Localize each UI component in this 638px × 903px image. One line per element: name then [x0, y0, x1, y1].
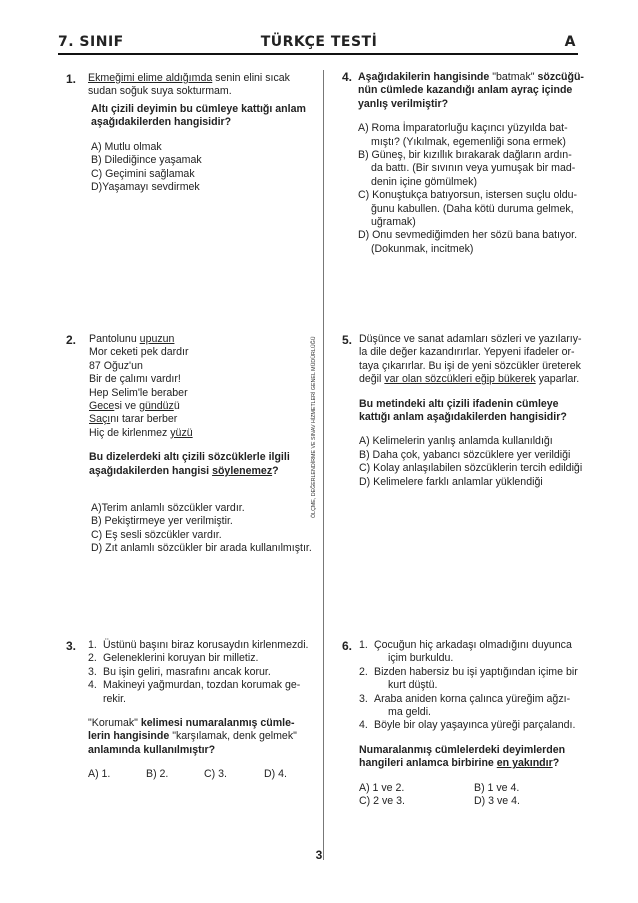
- question-6: 1. Çocuğun hiç arkadaşı olmadığını duyunca içim burkuldu. 2. Bizden habersiz bu işi yaptığından içime bir kurt düştü. 3. Araba aniden korna çalınca yüreğim ağzı- ma geldi. 4. Böyle bir olay yaşayınca yüreği parçalandı. Numaralanmış cümlelerdeki deyimlerden hangileri anlamca birbirine en yakındır? A) 1 ve 2. B) 1 ve 4. C) 2 ve 3. D) 3 ve 4.: [359, 639, 578, 808]
- q4-option-c[interactable]: C) Konuştukça batıyorsun, istersen suçlu oldu- ğunu kabullen. (Daha kötü duruma gelmek, uğramak): [358, 189, 578, 229]
- booklet-type: A: [564, 34, 576, 50]
- q3-number: 3.: [66, 639, 77, 653]
- q2-options: [91, 502, 316, 556]
- q5-option-b[interactable]: B) Daha çok, yabancı sözcüklere yer verildiği: [359, 448, 571, 461]
- page-number: 3: [315, 848, 323, 862]
- header-rule: [58, 53, 578, 55]
- question-3: 1. Üstünü başını biraz korusaydın kirlenmezdi. 2. Geleneklerini koruyan bir milletiz. 3. Bu işin geliri, masrafını ancak korur. 4. Makineyi yağmurdan, tozdan korumak ge- rekir. "Korumak" kelimesi numaralanmış cümle- lerin hangisinde "karşılamak, denk gelmek" anlamında kullanılmıştır? A) 1. B) 2. C) 3. D) 4.: [88, 639, 309, 781]
- q1-idiom: Ekmeğimi elime aldığımda: [88, 72, 213, 84]
- q4-option-d[interactable]: D) Onu sevmediğimden her sözü bana batıyor. (Dokunmak, incitmek): [358, 229, 578, 255]
- q3-option-a[interactable]: A) 1.: [88, 768, 111, 781]
- q6-option-b[interactable]: B) 1 ve 4.: [474, 781, 520, 794]
- q3-option-c[interactable]: C) 3.: [204, 768, 227, 781]
- q4-option-b[interactable]: B) Güneş, bir kızıllık bırakarak dağların ardın- da battı. (Bir sıvının veya yumuşak bir mad- denin içine gömülmek): [358, 149, 576, 188]
- q6-option-c[interactable]: C) 2 ve 3.: [359, 795, 405, 808]
- q5-option-d[interactable]: D) Kelimelere farklı anlamlar yüklendiği: [359, 475, 543, 488]
- q6-option-a[interactable]: A) 1 ve 2.: [359, 781, 405, 794]
- question-2: Pantolunu upuzun Mor ceketi pek dardır 87 Oğuz'un Bir de çalımı vardır! Hep Selim'le beraber Gecesi ve gündüzü Saçını tarar berber Hiç de kirlenmez yüzü Bu dizelerdeki altı çizili sözcüklerle ilgili aşağıdakilerden hangisi söylenemez?: [89, 333, 290, 477]
- question-1: Ekmeğimi elime aldığımda senin elini sıcak sudan soğuk suya sokturmam.: [88, 72, 290, 98]
- test-title: TÜRKÇE TESTİ: [260, 34, 378, 50]
- q2-option-d[interactable]: D) Zıt anlamlı sözcükler bir arada kullanılmıştır.: [91, 542, 312, 555]
- q5-option-c[interactable]: C) Kolay anlaşılabilen sözcüklerin tercih edildiği: [359, 462, 583, 475]
- grade-label: 7. SINIF: [58, 34, 124, 50]
- q3-option-d[interactable]: D) 4.: [264, 768, 287, 781]
- q2-option-b[interactable]: B) Pekiştirmeye yer verilmiştir.: [91, 515, 233, 528]
- q1-option-c[interactable]: C) Geçimini sağlamak: [91, 167, 195, 180]
- q1-number: 1.: [66, 72, 77, 86]
- q1-option-a[interactable]: A) Mutlu olmak: [91, 140, 162, 153]
- vertical-publisher-text: ÖLÇME, DEĞERLENDİRME VE SINAV HİZMETLERİ GENEL MÜDÜRLÜĞÜ: [311, 336, 317, 518]
- q5-option-a[interactable]: A) Kelimelerin yanlış anlamda kullanıldığı: [359, 435, 553, 448]
- question-4: Aşağıdakilerin hangisinde "batmak" sözcüğü- nün cümlede kazandığı anlam ayraç içinde yanlış verilmiştir? A) Roma İmparatorluğu kaçıncı yüzyılda bat- mıştı? (Yıkılmak, egemenliği sona ermek) B) Güneş, bir kızıllık bırakarak dağların ardın- da battı. (Bir sıvının veya yumuşak bir mad- denin içine gömülmek) C) Konuştukça batıyorsun, istersen suçlu oldu- ğunu kabullen. (Daha kötü duruma gelmek, uğramak) D) Onu sevmediğimden her sözü bana batıyor. (Dokunmak, incitmek): [358, 71, 588, 256]
- q6-option-d[interactable]: D) 3 ve 4.: [474, 795, 520, 808]
- q1-option-d[interactable]: D)Yaşamayı sevdirmek: [91, 181, 200, 194]
- q4-option-a[interactable]: A) Roma İmparatorluğu kaçıncı yüzyılda bat- mıştı? (Yıkılmak, egemenliği sona ermek): [358, 122, 568, 148]
- q2-number: 2.: [66, 333, 77, 347]
- q1-option-b[interactable]: B) Dilediğince yaşamak: [91, 154, 202, 167]
- q4-number: 4.: [342, 70, 353, 84]
- q1-stem: Altı çizili deyimin bu cümleye kattığı anlam aşağıdakilerden hangisidir? A) Mutlu olmak B) Dilediğince yaşamak C) Geçimini sağlamak D)Yaşamayı sevdirmek: [91, 103, 316, 194]
- q3-option-b[interactable]: B) 2.: [146, 768, 169, 781]
- q2-option-a[interactable]: A)Terim anlamlı sözcükler vardır.: [91, 502, 245, 514]
- column-divider: [323, 70, 324, 860]
- question-5: Düşünce ve sanat adamları sözleri ve yazılarıy- la dile değer kazandırırlar. Yepyeni ifadeler or- taya çıkarırlar. Bu işi de yeni sözcükler üreterek değil var olan sözcükleri eğip bükerek yaparlar. Bu metindeki altı çizili ifadenin cümleye kattığı anlam aşağıdakilerden hangisidir? A) Kelimelerin yanlış anlamda kullanıldığı B) Daha çok, yabancı sözcüklere yer verildiği C) Kolay anlaşılabilen sözcüklerin tercih edildiği D) Kelimelere farklı anlamlar yüklendiği: [359, 333, 589, 489]
- q5-number: 5.: [342, 333, 353, 347]
- q6-number: 6.: [342, 639, 353, 653]
- q2-option-c[interactable]: C) Eş sesli sözcükler vardır.: [91, 528, 222, 541]
